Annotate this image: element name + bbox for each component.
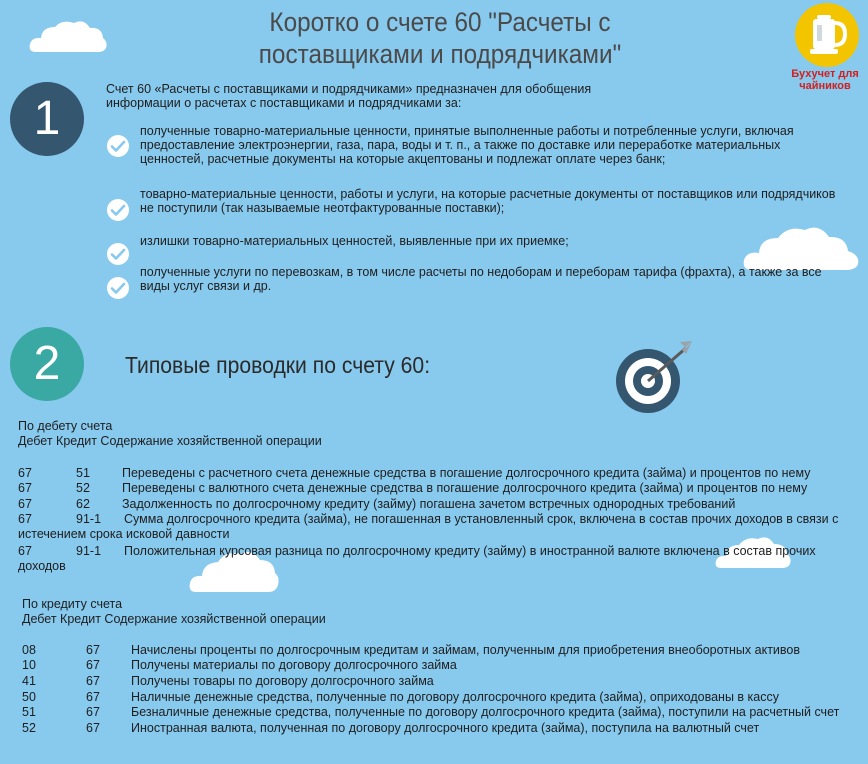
list-item-line: предоставление электроэнергии, газа, пара, воды и т. п., а также по доставке или переработке материальных bbox=[140, 138, 781, 152]
row-debit: 52 bbox=[22, 721, 36, 735]
list-item bbox=[140, 234, 860, 248]
logo bbox=[795, 3, 859, 67]
section-1-number: 1 bbox=[10, 82, 84, 156]
section-2-heading: Типовые проводки по счету 60: bbox=[125, 352, 431, 378]
row-credit: 62 bbox=[76, 497, 90, 511]
debit-table-header: Дебет Кредит Содержание хозяйственной операции bbox=[18, 434, 322, 448]
kettle-icon bbox=[795, 3, 859, 67]
table-row bbox=[18, 481, 807, 495]
credit-table-header: Дебет Кредит Содержание хозяйственной операции bbox=[22, 612, 326, 626]
list-item-line: полученные товарно-материальные ценности, принятые выполненные работы и потребленные услуги, включая bbox=[140, 124, 794, 138]
row-text: Безналичные денежные средства, полученные по договору долгосрочного кредита (займа), поступили на расчетный счет bbox=[131, 705, 840, 719]
row-text: Получены материалы по договору долгосрочного займа bbox=[131, 658, 457, 672]
table-row-continuation: истечением срока исковой давности bbox=[18, 527, 230, 541]
row-text: Начислены проценты по долгосрочным кредитам и займам, полученным для приобретения внеоборотных активов bbox=[131, 643, 801, 657]
row-debit: 67 bbox=[18, 481, 32, 495]
row-credit: 91-1 bbox=[76, 512, 102, 526]
row-debit: 51 bbox=[22, 705, 36, 719]
logo-text bbox=[782, 68, 868, 92]
list-item-line: товарно-материальные ценности, работы и услуги, на которые расчетные документы от поставщиков или подрядчиков bbox=[140, 187, 836, 201]
title-line-1: Коротко о счете 60 "Расчеты с bbox=[269, 7, 611, 37]
title-line-2: поставщиками и подрядчиками" bbox=[258, 39, 622, 69]
row-credit: 67 bbox=[86, 705, 100, 719]
page-title bbox=[224, 6, 656, 70]
row-text: Положительная курсовая разница по долгосрочному кредиту (займу) в иностранной валюте включена в состав прочих bbox=[124, 544, 816, 558]
table-row bbox=[22, 658, 457, 672]
row-text: Получены товары по договору долгосрочного займа bbox=[131, 674, 434, 688]
row-text: Задолженность по долгосрочному кредиту (займу) погашена зачетом встречных однородных требований bbox=[122, 497, 736, 511]
table-row bbox=[22, 643, 800, 657]
debit-table-caption: По дебету счета bbox=[18, 419, 113, 433]
table-row bbox=[22, 705, 839, 719]
check-icon bbox=[106, 134, 130, 163]
table-row-continuation: доходов bbox=[18, 559, 66, 573]
row-text: Наличные денежные средства, полученные по договору долгосрочного кредита (займа), оприходованы в кассу bbox=[131, 690, 779, 704]
list-item-line: не поступили (так называемые неотфактурованные поставки); bbox=[140, 201, 505, 215]
row-debit: 41 bbox=[22, 674, 36, 688]
row-credit: 67 bbox=[86, 658, 100, 672]
section-1-intro bbox=[106, 82, 591, 110]
row-credit: 67 bbox=[86, 721, 100, 735]
cloud-icon bbox=[28, 18, 108, 54]
list-item bbox=[140, 187, 860, 215]
row-credit: 67 bbox=[86, 690, 100, 704]
logo-text-line-1: Бухучет для bbox=[791, 68, 859, 80]
row-debit: 67 bbox=[18, 512, 32, 526]
row-credit: 51 bbox=[76, 466, 90, 480]
row-text: Переведены с валютного счета денежные средства в погашение долгосрочного кредита (займа) и процентов по нему bbox=[122, 481, 808, 495]
check-icon bbox=[106, 198, 130, 227]
logo-text-line-2: чайников bbox=[799, 80, 851, 92]
row-debit: 67 bbox=[18, 544, 32, 558]
table-row bbox=[18, 466, 810, 480]
list-item-line: излишки товарно-материальных ценностей, выявленные при их приемке; bbox=[140, 234, 569, 248]
check-icon bbox=[106, 242, 130, 271]
list-item-line: полученные услуги по перевозкам, в том числе расчеты по недоборам и переборам тарифа (фрахта), а также за все bbox=[140, 265, 822, 279]
row-debit: 67 bbox=[18, 497, 32, 511]
intro-line-2: информации о расчетах с поставщиками и подрядчиками за: bbox=[106, 96, 462, 110]
table-row bbox=[18, 497, 735, 511]
list-item-line: ценностей, расчетные документы на которые акцептованы и подлежат оплате через банк; bbox=[140, 152, 666, 166]
intro-line-1: Счет 60 «Расчеты с поставщиками и подрядчиками» предназначен для обобщения bbox=[106, 82, 592, 96]
table-row bbox=[22, 721, 759, 735]
row-debit: 10 bbox=[22, 658, 36, 672]
row-debit: 50 bbox=[22, 690, 36, 704]
list-item bbox=[140, 124, 860, 166]
target-icon bbox=[612, 338, 696, 418]
row-credit: 91-1 bbox=[76, 544, 102, 558]
row-text: Переведены с расчетного счета денежные средства в погашение долгосрочного кредита (займа) и процентов по нему bbox=[122, 466, 811, 480]
table-row bbox=[22, 690, 779, 704]
row-credit: 52 bbox=[76, 481, 90, 495]
list-item-line: виды услуг связи и др. bbox=[140, 279, 272, 293]
section-2-number: 2 bbox=[10, 327, 84, 401]
table-row bbox=[18, 512, 838, 526]
list-item bbox=[140, 265, 860, 293]
check-icon bbox=[106, 276, 130, 305]
row-credit: 67 bbox=[86, 643, 100, 657]
row-debit: 08 bbox=[22, 643, 36, 657]
row-text: Иностранная валюта, полученная по договору долгосрочного кредита (займа), поступила на валютный счет bbox=[131, 721, 760, 735]
row-credit: 67 bbox=[86, 674, 100, 688]
table-row bbox=[18, 544, 816, 558]
table-row bbox=[22, 674, 434, 688]
row-text: Сумма долгосрочного кредита (займа), не погашенная в установленный срок, включена в состав прочих доходов в связи с bbox=[124, 512, 839, 526]
credit-table-caption: По кредиту счета bbox=[22, 597, 123, 611]
row-debit: 67 bbox=[18, 466, 32, 480]
